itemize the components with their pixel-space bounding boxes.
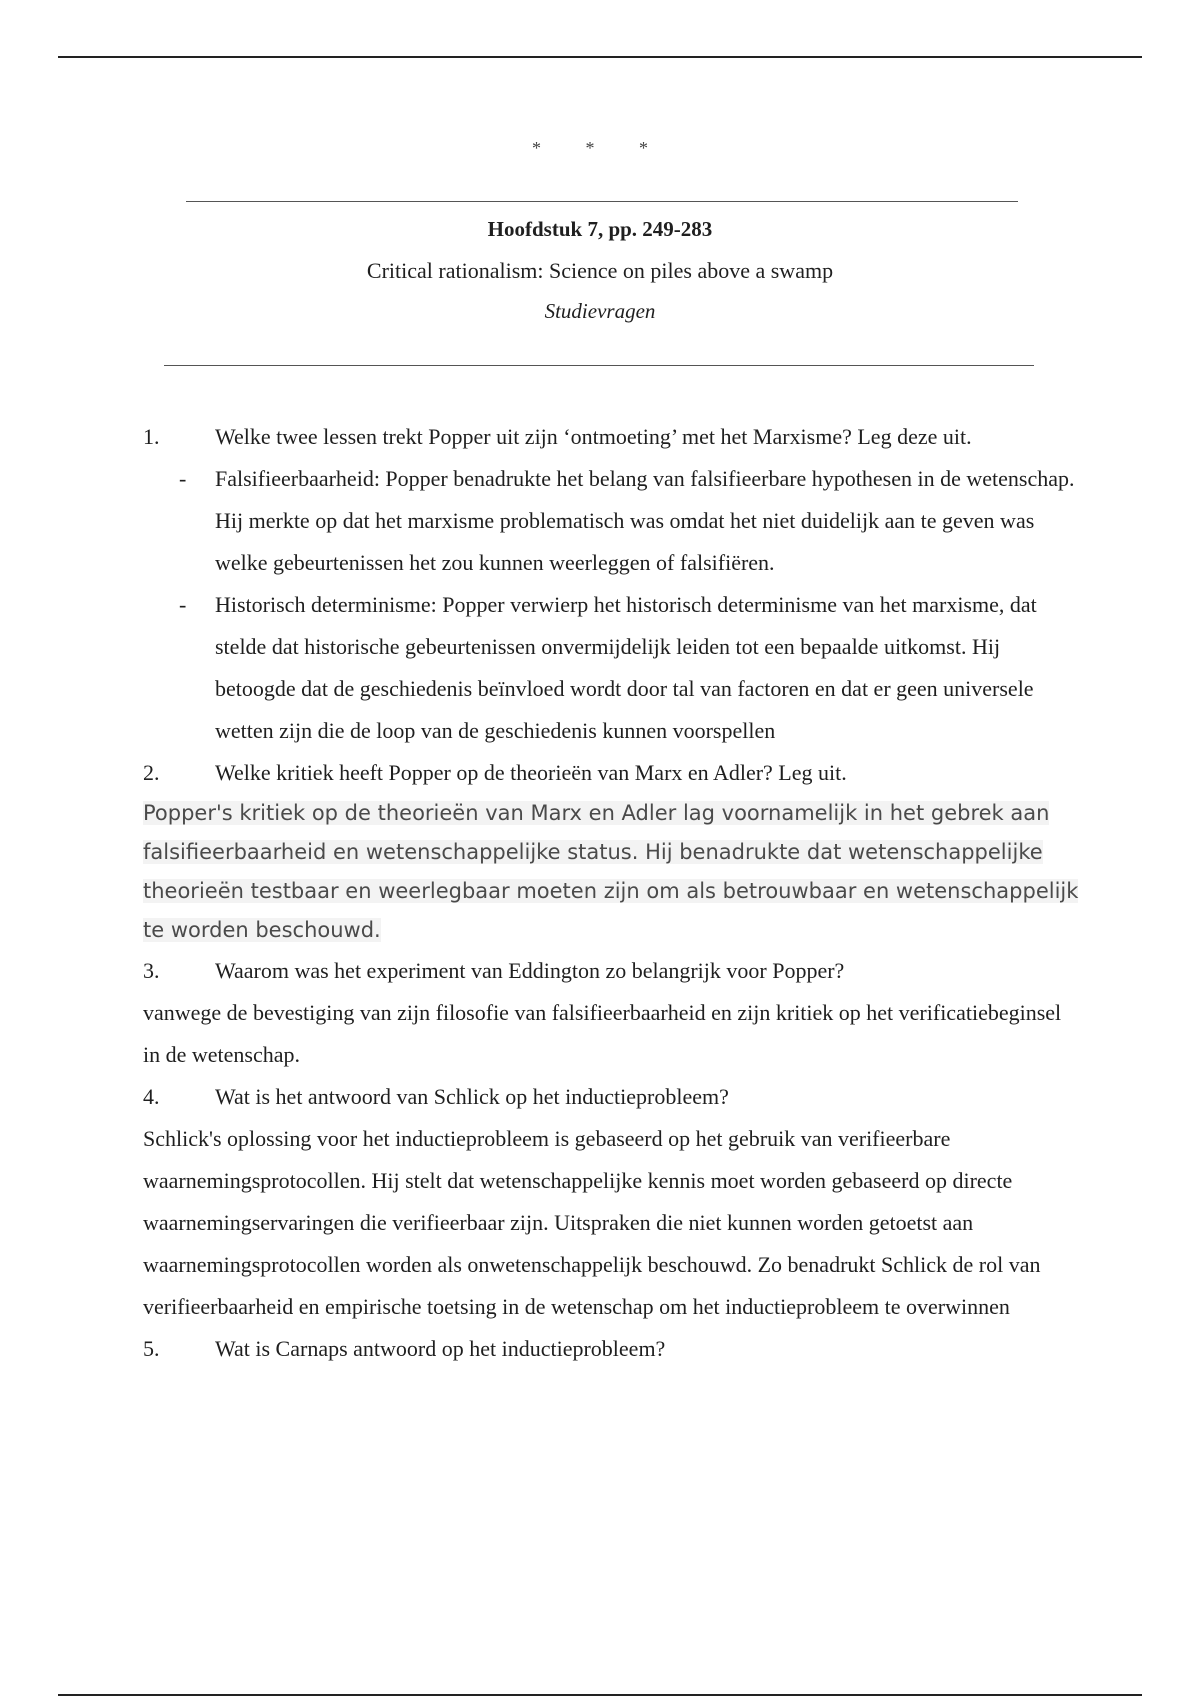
chapter-heading: Hoofdstuk 7, pp. 249-283 — [487, 217, 713, 241]
answer-bullet — [143, 458, 1083, 584]
question-number: 4. — [143, 1084, 160, 1109]
questions-list — [143, 416, 1083, 1370]
question-text: Wat is Carnaps antwoord op het inductieprobleem? — [215, 1336, 666, 1361]
question-number: 2. — [143, 760, 160, 785]
question-text: Welke kritiek heeft Popper op de theorieën van Marx en Adler? Leg uit. — [215, 760, 847, 785]
study-questions-label: Studievragen — [544, 299, 656, 323]
answer-4: Schlick's oplossing voor het inductieprobleem is gebaseerd op het gebruik van verifieerbare waarnemingsprotocollen. Hij stelt dat wetenschappelijke kennis moet worden gebaseerd op directe waarnemingservaringen die verifieerbaar zijn. Uitspraken die niet kunnen worden getoetst aan waarnemingsprotocollen worden als onwetenschappelijk beschouwd. Zo benadrukt Schlick de rol van verifieerbaarheid en empirische toetsing in de wetenschap om het inductieprobleem te overwinnen — [143, 1126, 1041, 1319]
question-4 — [143, 1076, 1083, 1118]
chapter-title: Critical rationalism: Science on piles above a swamp — [366, 258, 834, 283]
answer-3: vanwege de bevestiging van zijn filosofie van falsifieerbaarheid en zijn kritiek op het verificatiebeginsel in de wetenschap. — [143, 1000, 1062, 1067]
answer-2 — [143, 794, 1083, 950]
decorative-stars: * * * — [532, 138, 668, 158]
top-border-line — [58, 56, 1142, 58]
question-number: 3. — [143, 958, 160, 983]
answer-text: Popper's kritiek op de theorieën van Marx en Adler lag voornamelijk in het gebrek aan falsifieerbaarheid en wetenschappelijke status. Hij benadrukte dat wetenschappelijke theorieën testbaar en weerlegbaar moeten zijn om als betrouwbaar en wetenschappelijk te worden beschouwd. — [143, 801, 1079, 942]
question-text: Wat is het antwoord van Schlick op het inductieprobleem? — [215, 1084, 729, 1109]
question-1 — [143, 416, 1083, 458]
question-2 — [143, 752, 1083, 794]
answer-bullet — [143, 584, 1083, 752]
question-3 — [143, 950, 1083, 992]
bullet-text: Falsifieerbaarheid: Popper benadrukte het belang van falsifieerbare hypothesen in de wetenschap. Hij merkte op dat het marxisme problematisch was omdat het niet duidelijk aan te geven was welke gebeurtenissen het zou kunnen weerleggen of falsifiëren. — [215, 466, 1075, 575]
question-text: Welke twee lessen trekt Popper uit zijn ‘ontmoeting’ met het Marxisme? Leg deze uit. — [215, 424, 972, 449]
bullet-dash: - — [179, 592, 187, 617]
question-5 — [143, 1328, 1083, 1370]
bullet-text: Historisch determinisme: Popper verwierp het historisch determinisme van het marxisme, dat stelde dat historische gebeurtenissen onvermijdelijk leiden tot een bepaalde uitkomst. Hij betoogde dat de geschiedenis beïnvloed wordt door tal van factoren en dat er geen universele wetten zijn die de loop van de geschiedenis kunnen voorspellen — [215, 592, 1037, 743]
question-number: 5. — [143, 1336, 160, 1361]
bottom-border-line — [58, 1694, 1142, 1696]
question-number: 1. — [143, 424, 160, 449]
bullet-dash: - — [179, 466, 187, 491]
header-rule-bottom — [164, 365, 1034, 366]
question-text: Waarom was het experiment van Eddington zo belangrijk voor Popper? — [215, 958, 845, 983]
header-rule-top — [186, 201, 1018, 202]
